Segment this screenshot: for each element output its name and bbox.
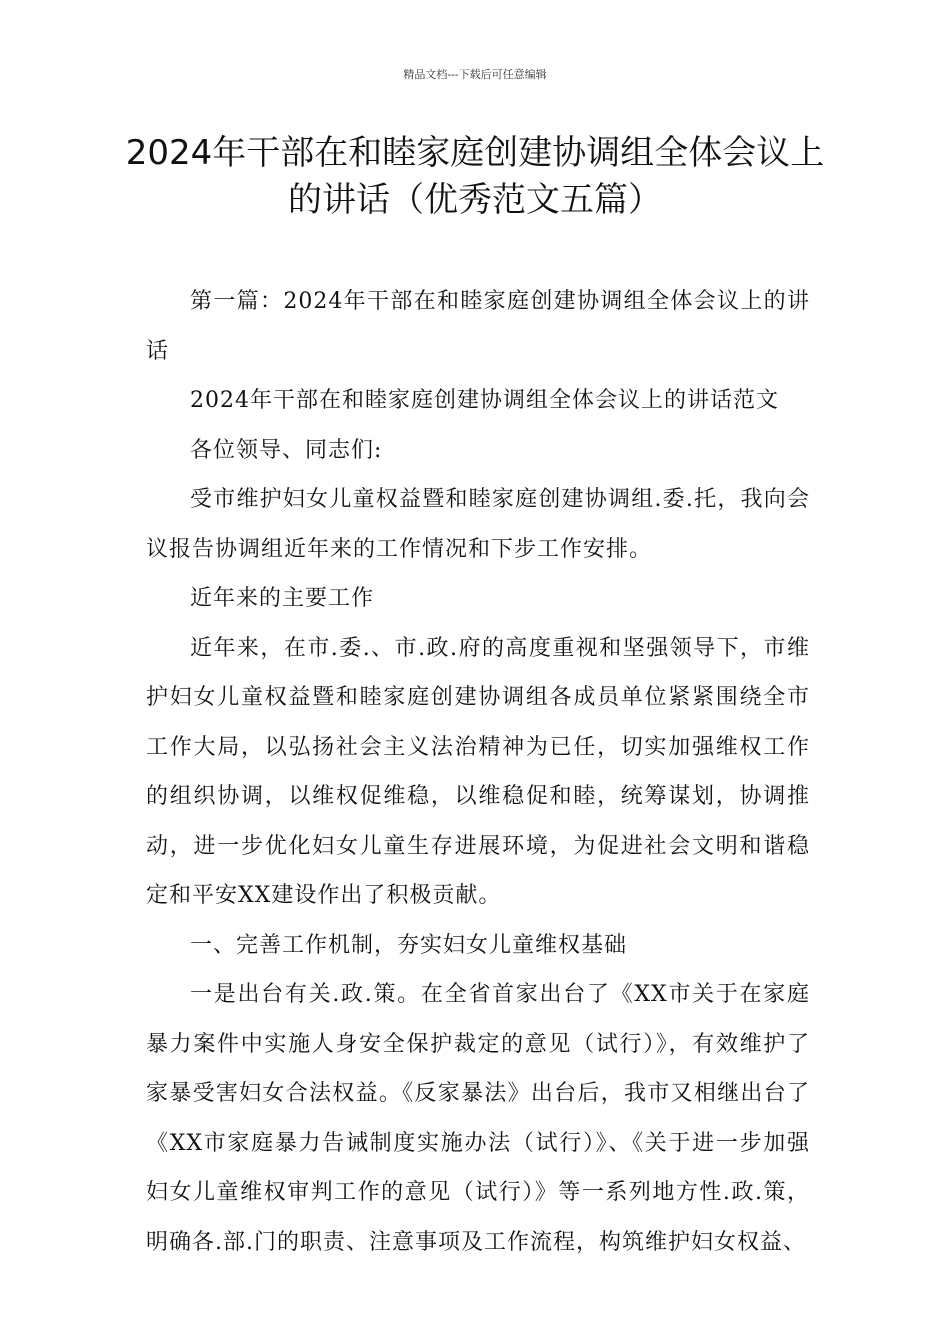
document-title: 2024年干部在和睦家庭创建协调组全体会议上的讲话（优秀范文五篇） — [125, 133, 825, 220]
paragraph-section-heading: 近年来的主要工作 — [190, 586, 375, 611]
document-body — [146, 277, 810, 1267]
paragraph-policy: 一是出台有关.政.策。在全省首家出台了《XX市关于在家庭暴力案件中实施人身安全保护裁定的意见（试行）》，有效维护了家暴受害妇女合法权益。《反家暴法》出台后，我市又相继出台了《XX市家庭暴力告诫制度实施办法（试行）》、《关于进一步加强妇女儿童维权审判工作的意见（试行）》等一系列地方性.政.策，明确各.部.门的职责、注意事项及工作流程，构筑维护妇女权益、 — [146, 982, 810, 1255]
paragraph-chapter-heading: 第一篇：2024年干部在和睦家庭创建协调组全体会议上的讲话 — [146, 289, 810, 364]
paragraph-point-heading: 一、完善工作机制，夯实妇女儿童维权基础 — [190, 932, 628, 958]
page-header: 精品文档---下载后可任意编辑 — [403, 68, 547, 81]
paragraph-salutation: 各位领导、同志们: — [190, 437, 383, 463]
paragraph-overview: 近年来，在市.委.、市.政.府的高度重视和坚强领导下，市维护妇女儿童权益暨和睦家庭创建协调组各成员单位紧紧围绕全市工作大局，以弘扬社会主义法治精神为已任，切实加强维权工作的组织协调，以维权促维稳，以维稳促和睦，统筹谋划，协调推动，进一步优化妇女儿童生存进展环境，为促进社会文明和谐稳定和平安XX建设作出了积极贡献。 — [146, 635, 810, 908]
paragraph-subtitle: 2024年干部在和睦家庭创建协调组全体会议上的讲话范文 — [190, 388, 779, 413]
paragraph-intro: 受市维护妇女儿童权益暨和睦家庭创建协调组.委.托，我向会议报告协调组近年来的工作情况和下步工作安排。 — [146, 487, 810, 562]
